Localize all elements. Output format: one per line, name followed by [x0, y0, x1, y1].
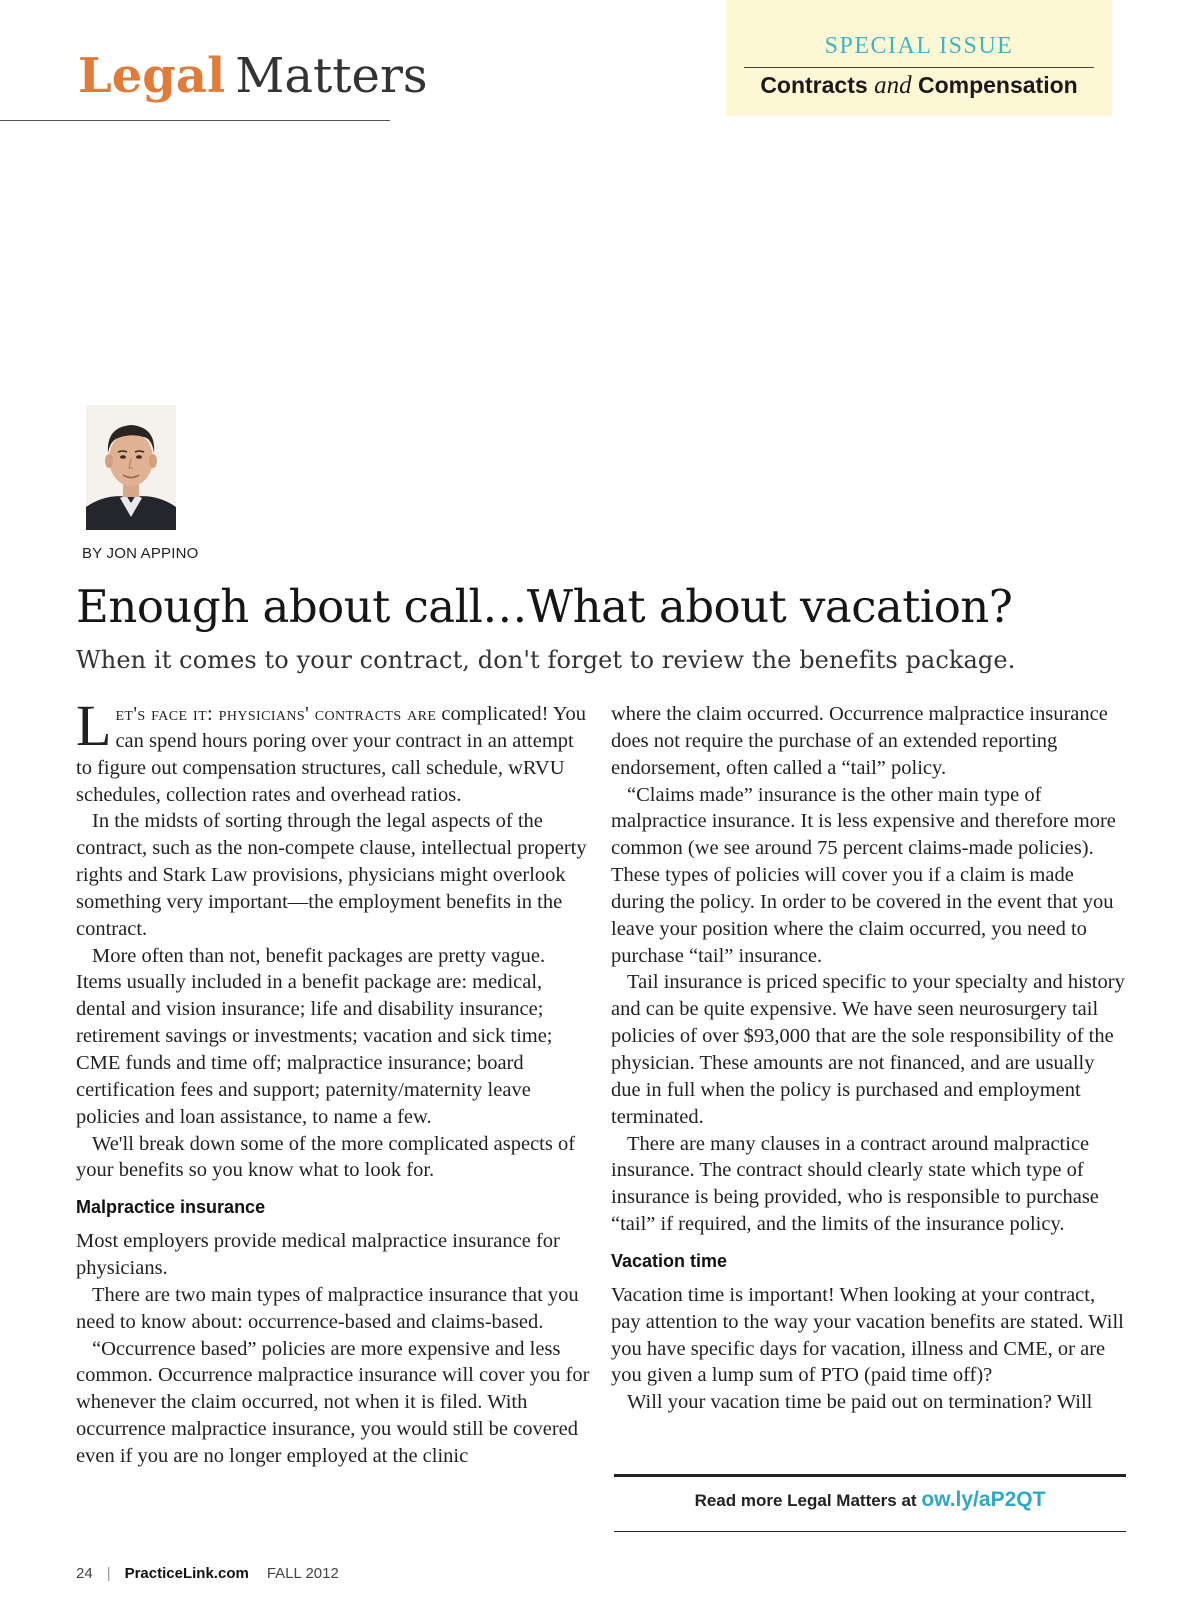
read-more-bottom-rule	[614, 1531, 1126, 1532]
headline: Enough about call…What about vacation?	[76, 580, 1013, 633]
footer-issue: FALL 2012	[266, 1565, 339, 1582]
section-title-word2: Matters	[235, 48, 428, 104]
article-column-right	[611, 701, 1127, 1416]
footer-site: PracticeLink.com	[124, 1565, 249, 1582]
topic-part1: Contracts	[760, 72, 868, 98]
byline: BY JON APPINO	[82, 545, 199, 562]
paragraph: More often than not, benefit packages are pretty vague. Items usually included in a benefit package are: medical, dental and vision insurance; life and disability insurance; retirement savings or investments; vacation and sick time; CME funds and time off; malpractice insurance; board certification fees and support; paternity/maternity leave policies and loan assistance, to name a few.	[76, 944, 553, 1128]
topic-part2: Compensation	[917, 72, 1078, 98]
topic-conjunction: and	[874, 72, 912, 99]
paragraph: We'll break down some of the more complicated aspects of your benefits so you know what to look for.	[76, 1132, 576, 1182]
paragraph	[76, 693, 590, 808]
subhead-malpractice: Malpractice insurance	[76, 1197, 266, 1218]
paragraph: In the midsts of sorting through the legal aspects of the contract, such as the non-compete clause, intellectual property rights and Stark Law provisions, physicians might overlook something very important—the employment benefits in the contract.	[76, 810, 587, 940]
read-more-top-rule	[614, 1474, 1126, 1477]
deck-subtitle: When it comes to your contract, don't forget to review the benefits package.	[76, 646, 1016, 674]
special-issue-divider	[744, 67, 1094, 68]
section-title	[78, 48, 428, 104]
section-title-word1: Legal	[78, 48, 226, 104]
lead-in: et's face it: physicians' contracts are	[115, 703, 437, 725]
paragraph: Most employers provide medical malpractice insurance for physicians.	[76, 1230, 560, 1280]
special-issue-box	[726, 0, 1112, 116]
paragraph: There are many clauses in a contract around malpractice insurance. The contract should clearly state which type of insurance is being provided, who is responsible to purchase “tail” if required, and the limits of the insurance policy.	[611, 1132, 1099, 1236]
page-footer	[76, 1565, 339, 1582]
paragraph: There are two main types of malpractice insurance that you need to know about: occurrence-based and claims-based.	[76, 1283, 579, 1333]
page-number: 24	[76, 1565, 93, 1582]
special-issue-label: SPECIAL ISSUE	[824, 33, 1014, 59]
author-photo	[86, 405, 176, 530]
paragraph: Will your vacation time be paid out on termination? Will	[627, 1391, 1093, 1414]
paragraph: “Occurrence based” policies are more expensive and less common. Occurrence malpractice insurance will cover you for whenever the claim occurred, not when it is filed. With occurrence malpractice insurance, you would still be covered even if you are no longer employed at the clinic	[76, 1337, 590, 1467]
paragraph: Vacation time is important! When looking at your contract, pay attention to the way your vacation benefits are stated. Will you have specific days for vacation, illness and CME, or are you given a lump sum of PTO (paid time off)?	[611, 1283, 1124, 1387]
paragraph: where the claim occurred. Occurrence malpractice insurance does not require the purchase of an extended reporting endorsement, often called a “tail” policy.	[611, 703, 1108, 779]
subhead-vacation: Vacation time	[611, 1250, 728, 1271]
article-column-left	[76, 693, 590, 1470]
header-divider	[0, 120, 390, 121]
paragraph: “Claims made” insurance is the other main type of malpractice insurance. It is less expensive and therefore more common (we see around 75 percent claims-made policies). These types of policies will cover you if a claim is made during the policy. In order to be covered in the event that you leave your position where the claim occurred, you need to purchase “tail” insurance.	[611, 783, 1116, 967]
read-more-text: Read more Legal Matters at	[694, 1491, 922, 1510]
read-more	[614, 1488, 1126, 1512]
footer-separator: |	[106, 1565, 111, 1582]
special-issue-topic	[726, 72, 1112, 100]
paragraph: Tail insurance is priced specific to your specialty and history and can be quite expensive. We have seen neurosurgery tail policies of over $93,000 that are the sole responsibility of the physician. These amounts are not financed, and are usually due in full when the policy is purchased and employment terminated.	[611, 971, 1125, 1128]
paragraph-text: complicated! You can spend hours poring over your contract in an attempt to figure out compensation structures, call schedule, wRVU schedules, collection rates and overhead ratios.	[76, 703, 587, 806]
read-more-link[interactable]: ow.ly/aP2QT	[921, 1488, 1046, 1511]
drop-cap: L	[76, 693, 112, 758]
